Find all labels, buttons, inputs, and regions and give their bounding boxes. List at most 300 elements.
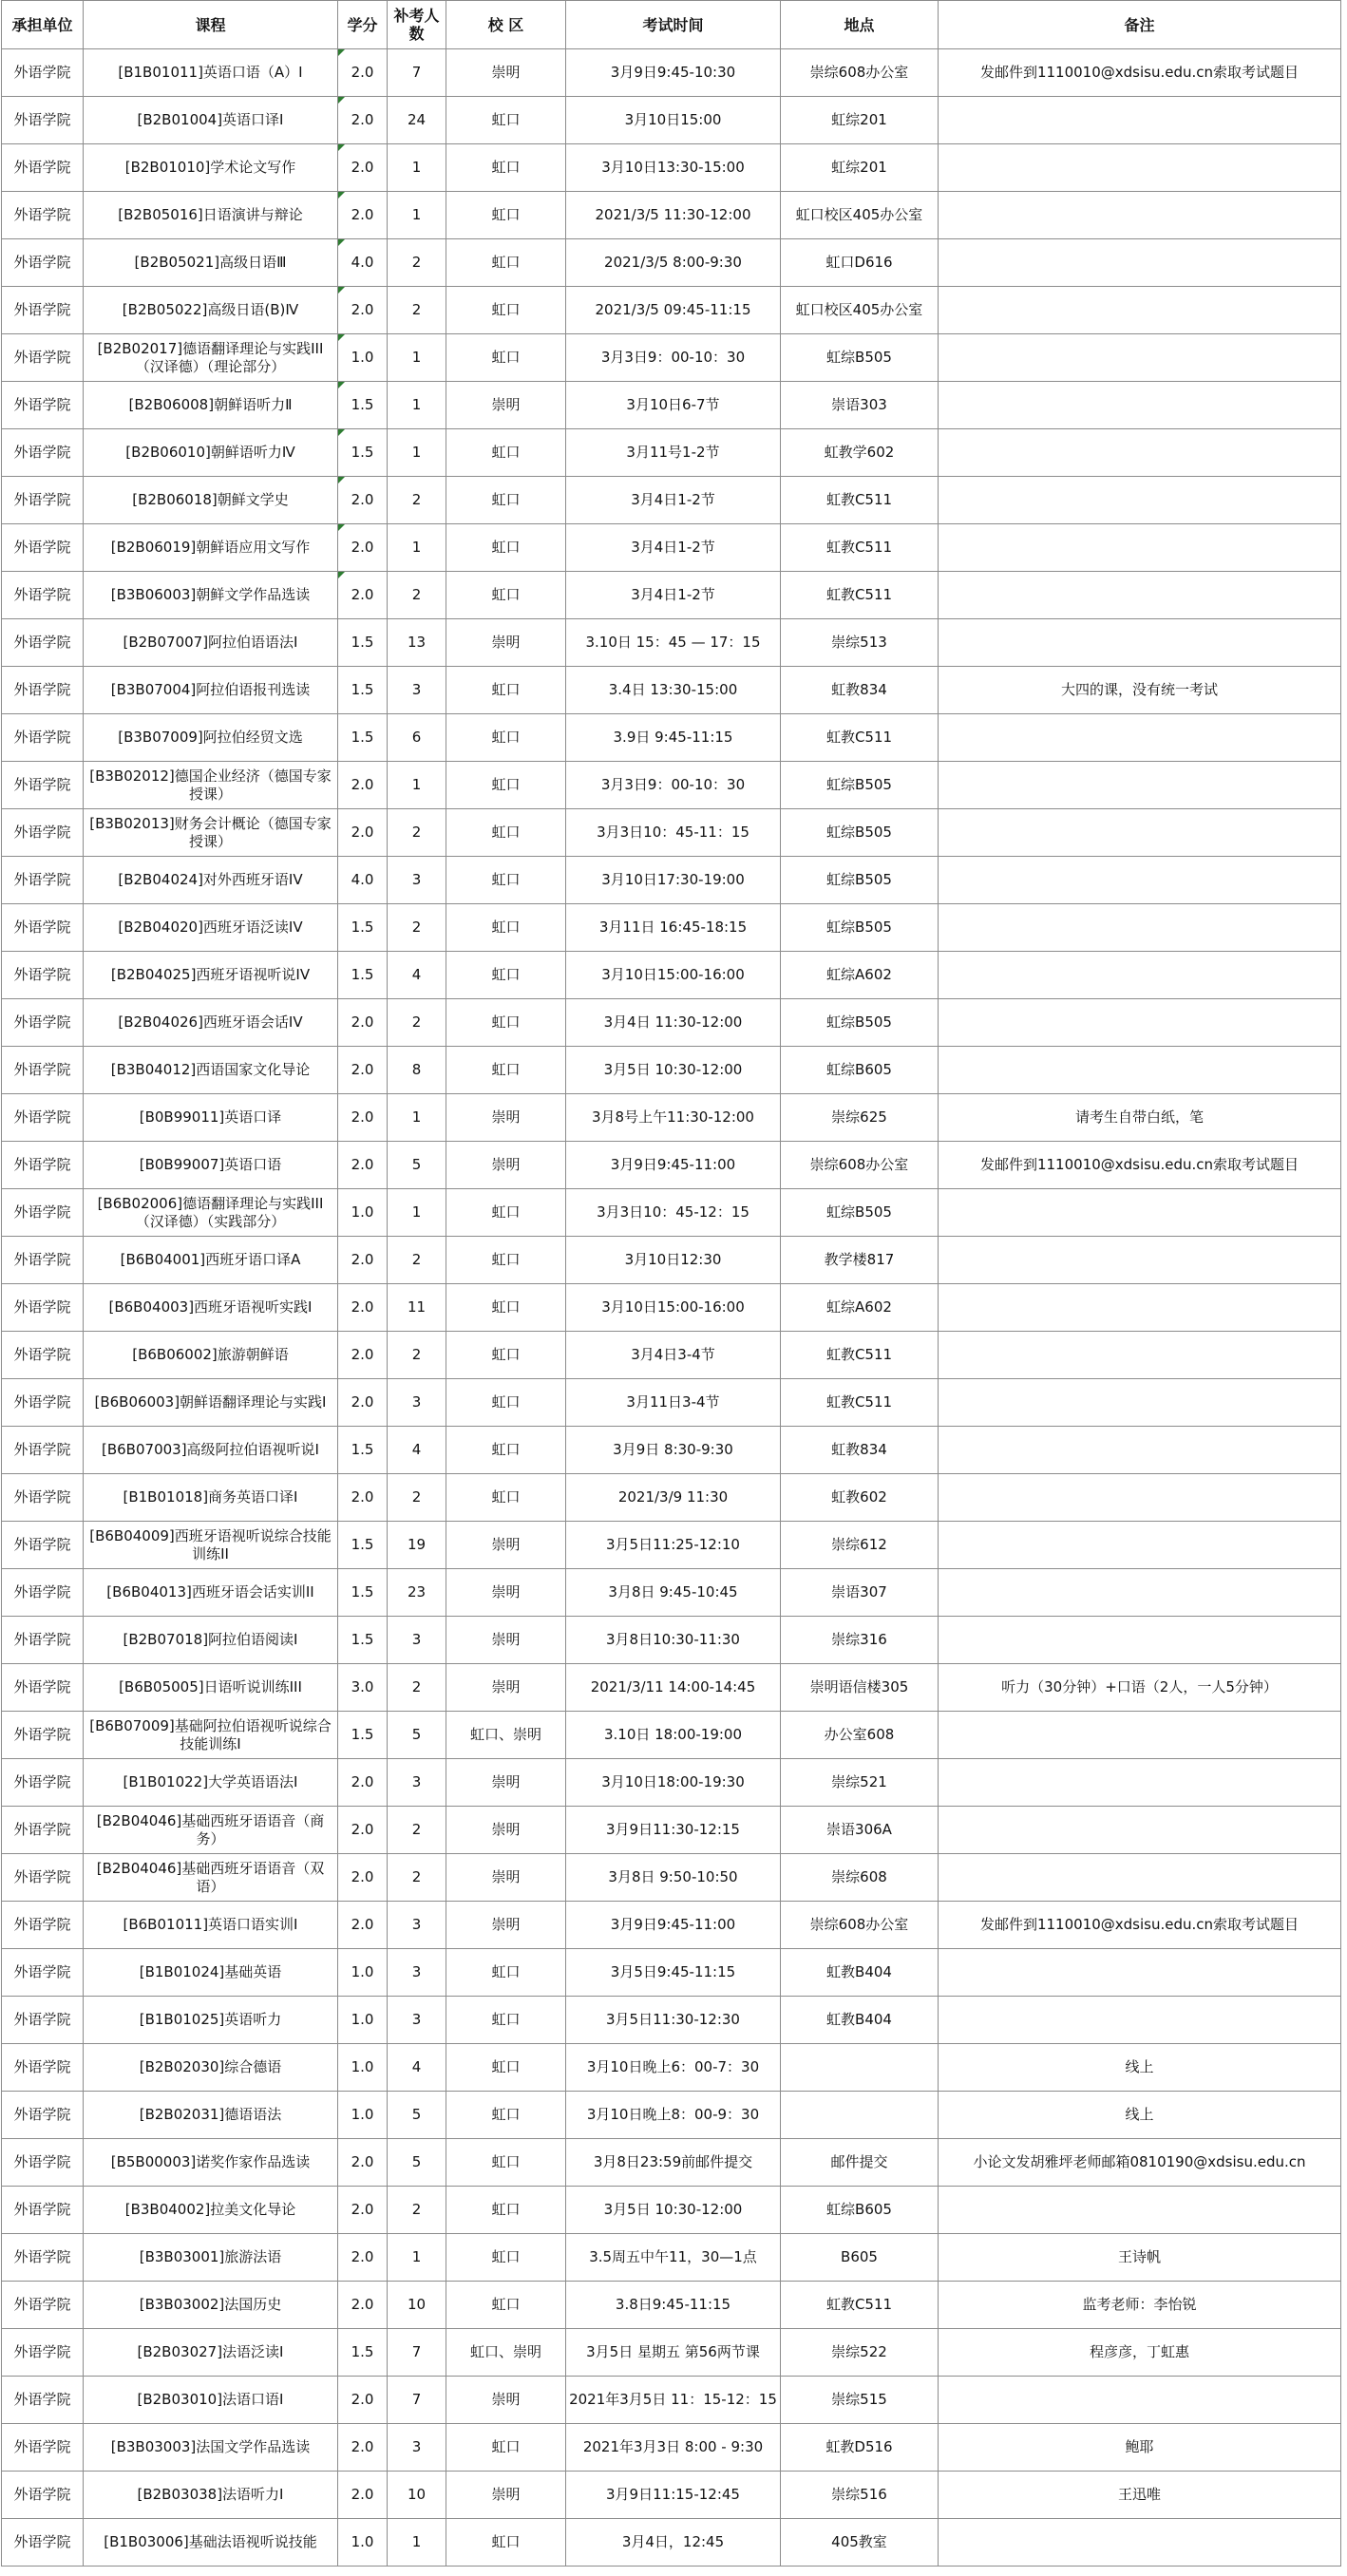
cell-count: 3 — [388, 1379, 446, 1427]
cell-count: 2 — [388, 287, 446, 334]
cell-credit: 1.5 — [338, 1569, 388, 1617]
cell-course: [B2B05016]日语演讲与辩论 — [84, 192, 338, 239]
table-row — [2, 192, 1341, 239]
table-row — [2, 239, 1341, 287]
cell-place: 虹口校区405办公室 — [781, 287, 939, 334]
cell-count: 10 — [388, 2282, 446, 2329]
cell-course: [B2B04020]西班牙语泛读IV — [84, 904, 338, 952]
cell-place: 虹综A602 — [781, 952, 939, 999]
header-row — [2, 1, 1341, 49]
cell-time: 3月3日10：45-11：15 — [566, 809, 781, 857]
cell-course: [B6B05005]日语听说训练III — [84, 1664, 338, 1712]
cell-unit: 外语学院 — [2, 572, 84, 619]
cell-note — [939, 1522, 1341, 1569]
table-row — [2, 1902, 1341, 1949]
cell-note — [939, 1807, 1341, 1854]
table-row — [2, 619, 1341, 667]
cell-comment-marker — [338, 429, 345, 436]
cell-unit: 外语学院 — [2, 2234, 84, 2282]
cell-credit: 1.5 — [338, 2329, 388, 2377]
table-row — [2, 97, 1341, 144]
cell-count: 10 — [388, 2472, 446, 2519]
cell-campus: 崇明 — [446, 1522, 566, 1569]
cell-credit: 2.0 — [338, 1474, 388, 1522]
cell-time: 3月10日晚上8：00-9：30 — [566, 2092, 781, 2139]
cell-unit: 外语学院 — [2, 1284, 84, 1332]
cell-time: 3月8日23:59前邮件提交 — [566, 2139, 781, 2187]
cell-unit: 外语学院 — [2, 1569, 84, 1617]
cell-campus: 虹口 — [446, 429, 566, 477]
exam-schedule-table — [1, 0, 1341, 2567]
cell-campus: 崇明 — [446, 1142, 566, 1189]
cell-unit: 外语学院 — [2, 477, 84, 524]
cell-time: 3月9日9:45-11:00 — [566, 1142, 781, 1189]
cell-credit: 2.0 — [338, 1047, 388, 1094]
cell-course: [B5B00003]诺奖作家作品选读 — [84, 2139, 338, 2187]
cell-time: 3月3日9：00-10：30 — [566, 334, 781, 382]
cell-credit: 1.5 — [338, 1427, 388, 1474]
cell-place: 虹综201 — [781, 97, 939, 144]
cell-campus: 虹口 — [446, 952, 566, 999]
cell-time: 3月10日15:00-16:00 — [566, 952, 781, 999]
cell-time: 3.10日 15：45 — 17：15 — [566, 619, 781, 667]
cell-unit: 外语学院 — [2, 2424, 84, 2472]
cell-place: 虹教C511 — [781, 477, 939, 524]
cell-course: [B3B07009]阿拉伯经贸文选 — [84, 714, 338, 762]
cell-unit: 外语学院 — [2, 1807, 84, 1854]
cell-count: 2 — [388, 572, 446, 619]
cell-course: [B6B06003]朝鲜语翻译理论与实践Ⅰ — [84, 1379, 338, 1427]
cell-count: 2 — [388, 239, 446, 287]
cell-count: 6 — [388, 714, 446, 762]
cell-time: 3月4日，12:45 — [566, 2519, 781, 2567]
cell-count: 7 — [388, 2377, 446, 2424]
cell-credit — [338, 334, 388, 382]
cell-credit: 2.0 — [338, 1237, 388, 1284]
cell-unit: 外语学院 — [2, 2044, 84, 2092]
cell-place: 虹综B505 — [781, 1189, 939, 1237]
cell-place: 崇综612 — [781, 1522, 939, 1569]
cell-place: 崇综608 — [781, 1854, 939, 1902]
table-row — [2, 1474, 1341, 1522]
cell-note — [939, 1617, 1341, 1664]
table-row — [2, 287, 1341, 334]
cell-note — [939, 477, 1341, 524]
cell-comment-marker — [338, 334, 345, 341]
cell-note — [939, 619, 1341, 667]
cell-note — [939, 857, 1341, 904]
cell-campus: 崇明 — [446, 1617, 566, 1664]
cell-campus: 崇明 — [446, 382, 566, 429]
cell-campus: 崇明 — [446, 2377, 566, 2424]
cell-unit: 外语学院 — [2, 1949, 84, 1997]
cell-credit: 2.0 — [338, 1142, 388, 1189]
cell-note: 大四的课，没有统一考试 — [939, 667, 1341, 714]
table-row — [2, 1237, 1341, 1284]
cell-time: 3月5日9:45-11:15 — [566, 1949, 781, 1997]
cell-time: 3月10日6-7节 — [566, 382, 781, 429]
credit-value: 2.0 — [351, 159, 374, 176]
table-row — [2, 1712, 1341, 1759]
cell-count: 1 — [388, 2519, 446, 2567]
cell-unit: 外语学院 — [2, 1712, 84, 1759]
cell-count: 5 — [388, 1712, 446, 1759]
cell-time: 3月9日11:30-12:15 — [566, 1807, 781, 1854]
cell-count: 24 — [388, 97, 446, 144]
cell-credit: 4.0 — [338, 857, 388, 904]
cell-course: [B2B04046]基础西班牙语语音（商务） — [84, 1807, 338, 1854]
cell-credit: 2.0 — [338, 2377, 388, 2424]
cell-campus: 崇明 — [446, 1569, 566, 1617]
cell-course: [B3B03001]旅游法语 — [84, 2234, 338, 2282]
cell-course: [B3B03003]法国文学作品选读 — [84, 2424, 338, 2472]
cell-time: 3月4日3-4节 — [566, 1332, 781, 1379]
cell-note: 小论文发胡雅坪老师邮箱0810190@xdsisu.edu.cn — [939, 2139, 1341, 2187]
cell-unit: 外语学院 — [2, 1332, 84, 1379]
cell-campus: 虹口 — [446, 1379, 566, 1427]
cell-note — [939, 1237, 1341, 1284]
cell-credit: 1.0 — [338, 1997, 388, 2044]
cell-credit — [338, 97, 388, 144]
cell-campus: 崇明 — [446, 1759, 566, 1807]
cell-unit: 外语学院 — [2, 382, 84, 429]
cell-time: 3月4日1-2节 — [566, 572, 781, 619]
cell-comment-marker — [338, 524, 345, 531]
cell-credit: 1.5 — [338, 1522, 388, 1569]
cell-note — [939, 192, 1341, 239]
cell-credit: 1.5 — [338, 1617, 388, 1664]
credit-value: 2.0 — [351, 111, 374, 128]
cell-count: 1 — [388, 144, 446, 192]
cell-count: 23 — [388, 1569, 446, 1617]
cell-note — [939, 999, 1341, 1047]
cell-campus: 虹口 — [446, 97, 566, 144]
cell-course: [B2B06010]朝鲜语听力Ⅳ — [84, 429, 338, 477]
cell-time: 3月9日 8:30-9:30 — [566, 1427, 781, 1474]
table-body — [2, 49, 1341, 2567]
cell-note — [939, 1997, 1341, 2044]
cell-course: [B1B01018]商务英语口译I — [84, 1474, 338, 1522]
cell-credit — [338, 477, 388, 524]
cell-credit: 2.0 — [338, 1854, 388, 1902]
cell-time: 3月10日12:30 — [566, 1237, 781, 1284]
cell-comment-marker — [338, 287, 345, 294]
cell-time: 2021/3/5 11:30-12:00 — [566, 192, 781, 239]
cell-campus: 虹口 — [446, 287, 566, 334]
cell-time: 3月5日11:30-12:30 — [566, 1997, 781, 2044]
cell-unit: 外语学院 — [2, 1474, 84, 1522]
cell-campus: 虹口 — [446, 2044, 566, 2092]
cell-unit: 外语学院 — [2, 2282, 84, 2329]
table-row — [2, 667, 1341, 714]
credit-value: 2.0 — [351, 491, 374, 508]
cell-time: 2021年3月3日 8:00 - 9:30 — [566, 2424, 781, 2472]
cell-course: [B0B99007]英语口语 — [84, 1142, 338, 1189]
table-row — [2, 904, 1341, 952]
table-row — [2, 2424, 1341, 2472]
cell-place: 崇综608办公室 — [781, 49, 939, 97]
cell-note — [939, 762, 1341, 809]
cell-course: [B3B06003]朝鲜文学作品选读 — [84, 572, 338, 619]
cell-place: 崇综608办公室 — [781, 1902, 939, 1949]
cell-credit — [338, 382, 388, 429]
cell-count: 1 — [388, 1094, 446, 1142]
cell-campus: 虹口 — [446, 667, 566, 714]
cell-unit: 外语学院 — [2, 1047, 84, 1094]
cell-course: [B2B02030]综合德语 — [84, 2044, 338, 2092]
cell-time: 3月4日1-2节 — [566, 524, 781, 572]
cell-credit: 1.5 — [338, 904, 388, 952]
cell-note — [939, 2377, 1341, 2424]
cell-campus: 虹口 — [446, 334, 566, 382]
cell-note — [939, 1284, 1341, 1332]
cell-comment-marker — [338, 192, 345, 199]
cell-count: 5 — [388, 2139, 446, 2187]
cell-count: 13 — [388, 619, 446, 667]
cell-count: 4 — [388, 2044, 446, 2092]
cell-note — [939, 1427, 1341, 1474]
cell-credit — [338, 524, 388, 572]
table-row — [2, 2377, 1341, 2424]
cell-unit: 外语学院 — [2, 429, 84, 477]
cell-campus: 虹口 — [446, 239, 566, 287]
cell-count: 2 — [388, 1474, 446, 1522]
cell-credit — [338, 49, 388, 97]
cell-place: 虹综B505 — [781, 904, 939, 952]
cell-count: 8 — [388, 1047, 446, 1094]
cell-course: [B0B99011]英语口译 — [84, 1094, 338, 1142]
cell-place: 崇语307 — [781, 1569, 939, 1617]
cell-unit: 外语学院 — [2, 1759, 84, 1807]
cell-campus: 崇明 — [446, 1854, 566, 1902]
cell-time: 3月10日15:00 — [566, 97, 781, 144]
header-unit: 承担单位 — [2, 1, 84, 49]
table-row — [2, 2519, 1341, 2567]
cell-campus: 崇明 — [446, 1902, 566, 1949]
cell-time: 3.9日 9:45-11:15 — [566, 714, 781, 762]
cell-count: 1 — [388, 382, 446, 429]
cell-count: 2 — [388, 477, 446, 524]
cell-place: B605 — [781, 2234, 939, 2282]
cell-place: 虹教C511 — [781, 1332, 939, 1379]
cell-campus: 虹口 — [446, 1997, 566, 2044]
header-place: 地点 — [781, 1, 939, 49]
cell-count: 2 — [388, 1332, 446, 1379]
table-row — [2, 49, 1341, 97]
cell-campus: 虹口 — [446, 1949, 566, 1997]
table-row — [2, 1997, 1341, 2044]
cell-count: 3 — [388, 1902, 446, 1949]
cell-note — [939, 334, 1341, 382]
cell-unit: 外语学院 — [2, 1997, 84, 2044]
cell-note — [939, 1759, 1341, 1807]
cell-course: [B2B06008]朝鲜语听力Ⅱ — [84, 382, 338, 429]
table-row — [2, 1617, 1341, 1664]
cell-note: 听力（30分钟）+口语（2人，一人5分钟） — [939, 1664, 1341, 1712]
cell-place: 虹综B505 — [781, 762, 939, 809]
cell-unit: 外语学院 — [2, 619, 84, 667]
cell-place: 虹口校区405办公室 — [781, 192, 939, 239]
cell-campus: 崇明 — [446, 1807, 566, 1854]
cell-place: 虹综B605 — [781, 1047, 939, 1094]
header-count: 补考人数 — [388, 1, 446, 49]
cell-unit: 外语学院 — [2, 1189, 84, 1237]
cell-count: 19 — [388, 1522, 446, 1569]
cell-time: 3.10日 18:00-19:00 — [566, 1712, 781, 1759]
cell-unit: 外语学院 — [2, 239, 84, 287]
cell-place: 虹教B404 — [781, 1997, 939, 2044]
cell-campus: 虹口 — [446, 1332, 566, 1379]
cell-credit: 2.0 — [338, 1902, 388, 1949]
cell-campus: 崇明 — [446, 2472, 566, 2519]
table-row — [2, 1047, 1341, 1094]
cell-credit: 1.5 — [338, 714, 388, 762]
cell-note: 线上 — [939, 2092, 1341, 2139]
cell-credit: 2.0 — [338, 2234, 388, 2282]
cell-unit: 外语学院 — [2, 144, 84, 192]
cell-unit: 外语学院 — [2, 1617, 84, 1664]
cell-note — [939, 572, 1341, 619]
cell-place: 崇综515 — [781, 2377, 939, 2424]
cell-count: 4 — [388, 1427, 446, 1474]
cell-campus: 虹口 — [446, 2519, 566, 2567]
cell-credit: 2.0 — [338, 1284, 388, 1332]
cell-course: [B2B05022]高级日语(B)Ⅳ — [84, 287, 338, 334]
cell-note — [939, 382, 1341, 429]
cell-campus: 虹口 — [446, 2092, 566, 2139]
cell-count: 2 — [388, 1664, 446, 1712]
cell-course: [B6B04003]西班牙语视听实践I — [84, 1284, 338, 1332]
cell-place: 虹综201 — [781, 144, 939, 192]
cell-unit: 外语学院 — [2, 2377, 84, 2424]
cell-place: 邮件提交 — [781, 2139, 939, 2187]
cell-credit — [338, 287, 388, 334]
cell-credit: 3.0 — [338, 1664, 388, 1712]
cell-campus: 虹口 — [446, 144, 566, 192]
cell-time: 3月5日 10:30-12:00 — [566, 2187, 781, 2234]
cell-count: 3 — [388, 1949, 446, 1997]
cell-campus: 虹口、崇明 — [446, 2329, 566, 2377]
cell-count: 3 — [388, 2424, 446, 2472]
table-row — [2, 1854, 1341, 1902]
cell-place: 崇综513 — [781, 619, 939, 667]
cell-note — [939, 429, 1341, 477]
cell-campus: 虹口 — [446, 524, 566, 572]
cell-comment-marker — [338, 49, 345, 56]
cell-course: [B6B04009]西班牙语视听说综合技能训练II — [84, 1522, 338, 1569]
cell-credit: 2.0 — [338, 1332, 388, 1379]
cell-note: 线上 — [939, 2044, 1341, 2092]
cell-time: 3月9日9:45-10:30 — [566, 49, 781, 97]
cell-campus: 虹口 — [446, 714, 566, 762]
cell-place: 崇明语信楼305 — [781, 1664, 939, 1712]
cell-credit: 2.0 — [338, 1807, 388, 1854]
cell-course: [B2B07007]阿拉伯语语法Ⅰ — [84, 619, 338, 667]
credit-value: 2.0 — [351, 586, 374, 603]
cell-place: 崇语303 — [781, 382, 939, 429]
table-row — [2, 762, 1341, 809]
cell-place: 虹教C511 — [781, 2282, 939, 2329]
cell-time: 2021年3月5日 11：15-12：15 — [566, 2377, 781, 2424]
cell-time: 2021/3/11 14:00-14:45 — [566, 1664, 781, 1712]
cell-course: [B3B04002]拉美文化导论 — [84, 2187, 338, 2234]
cell-note: 请考生自带白纸，笔 — [939, 1094, 1341, 1142]
cell-unit: 外语学院 — [2, 2092, 84, 2139]
cell-time: 3月8号上午11:30-12:00 — [566, 1094, 781, 1142]
cell-time: 3月5日11:25-12:10 — [566, 1522, 781, 1569]
cell-place: 崇综521 — [781, 1759, 939, 1807]
cell-credit — [338, 239, 388, 287]
cell-campus: 虹口 — [446, 192, 566, 239]
cell-credit: 1.5 — [338, 1712, 388, 1759]
table-row — [2, 2187, 1341, 2234]
cell-note — [939, 1569, 1341, 1617]
cell-place: 崇综522 — [781, 2329, 939, 2377]
cell-course: [B2B04024]对外西班牙语IV — [84, 857, 338, 904]
cell-note — [939, 714, 1341, 762]
cell-unit: 外语学院 — [2, 1427, 84, 1474]
cell-time: 3月10日15:00-16:00 — [566, 1284, 781, 1332]
cell-time: 2021/3/5 09:45-11:15 — [566, 287, 781, 334]
cell-time: 3月9日11:15-12:45 — [566, 2472, 781, 2519]
cell-place: 虹教学602 — [781, 429, 939, 477]
cell-count: 1 — [388, 192, 446, 239]
table-row — [2, 1569, 1341, 1617]
cell-course: [B2B03010]法语口语Ⅰ — [84, 2377, 338, 2424]
cell-time: 3月11日3-4节 — [566, 1379, 781, 1427]
table-row — [2, 1379, 1341, 1427]
cell-credit: 2.0 — [338, 999, 388, 1047]
table-row — [2, 1094, 1341, 1142]
cell-course: [B6B07003]高级阿拉伯语视听说I — [84, 1427, 338, 1474]
cell-unit: 外语学院 — [2, 2329, 84, 2377]
cell-unit: 外语学院 — [2, 952, 84, 999]
cell-unit: 外语学院 — [2, 2519, 84, 2567]
cell-course: [B1B03006]基础法语视听说技能 — [84, 2519, 338, 2567]
cell-note — [939, 952, 1341, 999]
cell-unit: 外语学院 — [2, 524, 84, 572]
table-row — [2, 999, 1341, 1047]
cell-time: 3月9日9:45-11:00 — [566, 1902, 781, 1949]
cell-unit: 外语学院 — [2, 192, 84, 239]
cell-campus: 虹口 — [446, 2282, 566, 2329]
cell-time: 3月5日 星期五 第56两节课 — [566, 2329, 781, 2377]
cell-count: 1 — [388, 762, 446, 809]
cell-note — [939, 144, 1341, 192]
cell-course: [B6B07009]基础阿拉伯语视听说综合技能训练I — [84, 1712, 338, 1759]
cell-course: [B1B01025]英语听力 — [84, 1997, 338, 2044]
cell-credit — [338, 572, 388, 619]
cell-campus: 崇明 — [446, 1664, 566, 1712]
cell-unit: 外语学院 — [2, 809, 84, 857]
cell-campus: 虹口 — [446, 1284, 566, 1332]
table-row — [2, 144, 1341, 192]
cell-note — [939, 1949, 1341, 1997]
cell-unit: 外语学院 — [2, 2139, 84, 2187]
header-note: 备注 — [939, 1, 1341, 49]
cell-campus: 虹口 — [446, 1237, 566, 1284]
cell-campus: 虹口 — [446, 2424, 566, 2472]
table-row — [2, 1189, 1341, 1237]
cell-unit: 外语学院 — [2, 904, 84, 952]
cell-count: 2 — [388, 1807, 446, 1854]
cell-time: 3月8日 9:45-10:45 — [566, 1569, 781, 1617]
cell-unit: 外语学院 — [2, 287, 84, 334]
cell-credit: 2.0 — [338, 2187, 388, 2234]
cell-course: [B3B02013]财务会计概论（德国专家授课） — [84, 809, 338, 857]
cell-note: 发邮件到1110010@xdsisu.edu.cn索取考试题目 — [939, 1142, 1341, 1189]
cell-count: 1 — [388, 524, 446, 572]
